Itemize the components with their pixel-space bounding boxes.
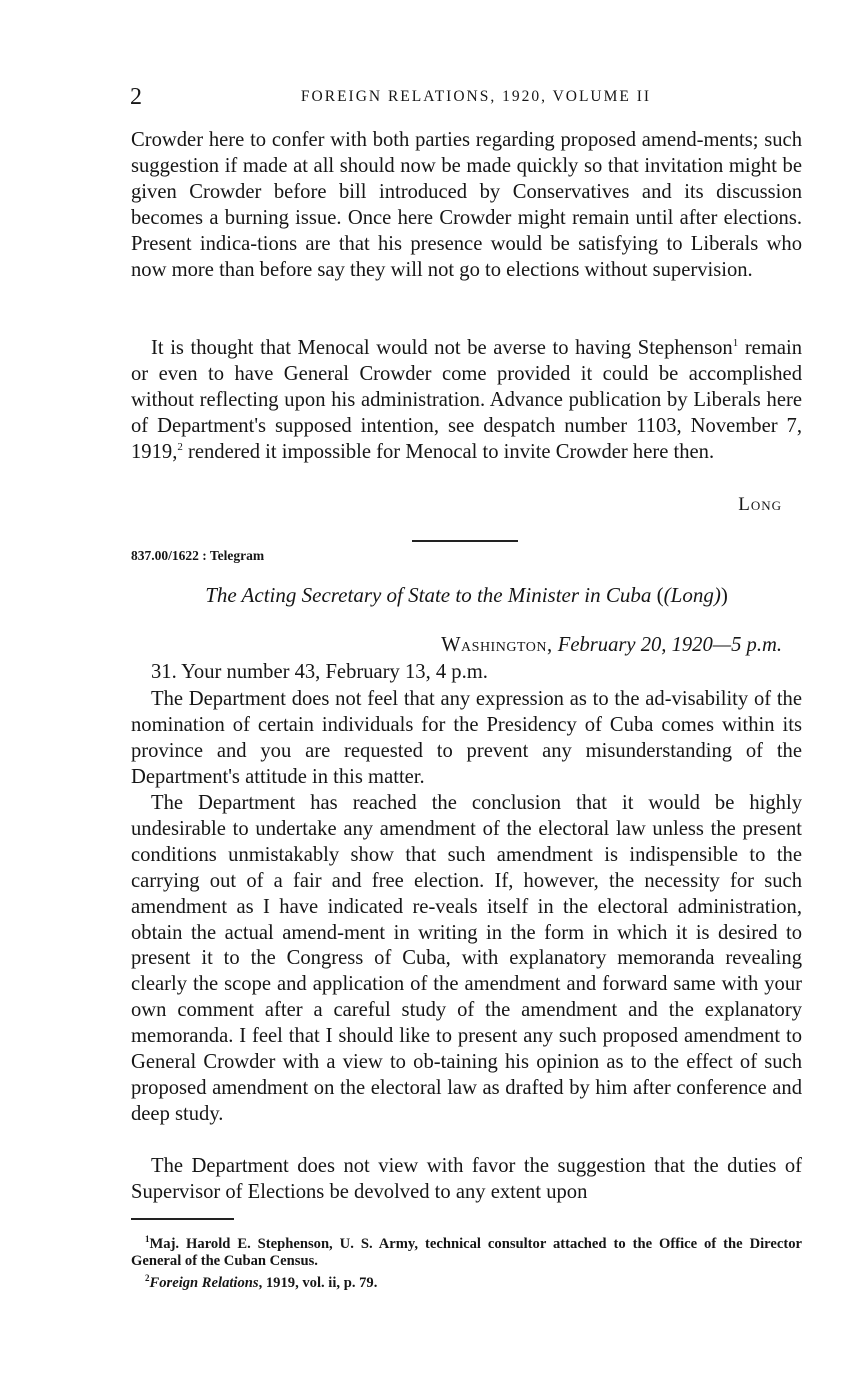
footnote-ref-1: 1 xyxy=(732,337,739,350)
footnote-2-text: , 1919, vol. ii, p. 79. xyxy=(258,1274,378,1291)
section-divider xyxy=(412,540,518,542)
para2-text-a: It is thought that Menocal would not be averse to having Stephenson xyxy=(151,337,733,359)
telegram1-paragraph-1: Crowder here to confer with both parties regarding proposed amend-ments; such suggestion if made at all should now be made quickly so that invitation might be given Crowder before bill introduced by Conservatives and its discussion becomes a burning issue. Once here Crowder might remain until after elections. Present indica-tions are that his presence would be satisfying to Liberals who now more than before say they will not go to elections without supervision. xyxy=(131,129,802,281)
telegram2-paragraph-2: The Department does not feel that any expression as to the ad-visability of the nomination of certain individuals for the Presidency of Cuba comes within its province and you are requested to prevent any misunderstanding of the Department's attitude in this matter. xyxy=(131,688,802,788)
dateline-date: February 20, 1920—5 p.m. xyxy=(557,634,782,656)
title-recipient: (Long) xyxy=(663,583,721,607)
footnote-2 xyxy=(131,1270,802,1292)
dateline xyxy=(441,634,782,657)
footnote-rule xyxy=(131,1218,234,1220)
footnote-1-text: Maj. Harold E. Stephenson, U. S. Army, technical consultor attached to the Office of the Director General of the Cuban Census. xyxy=(131,1235,802,1269)
page-number: 2 xyxy=(130,84,142,110)
footnote-2-mark: 2 xyxy=(145,1272,150,1283)
footnotes xyxy=(131,1231,802,1292)
telegram2-paragraph-4: The Department does not view with favor the suggestion that the duties of Supervisor of Elections be devolved to any extent upon xyxy=(131,1155,802,1203)
telegram1-paragraph-2 xyxy=(131,336,802,466)
running-head: FOREIGN RELATIONS, 1920, VOLUME II xyxy=(300,88,652,105)
dateline-place: Washington, xyxy=(441,634,553,656)
telegram2-paragraph-1: 31. Your number 43, February 13, 4 p.m. xyxy=(151,661,488,683)
file-reference: 837.00/1622 : Telegram xyxy=(131,548,265,563)
page-header xyxy=(130,84,802,110)
footnote-1 xyxy=(131,1231,802,1270)
title-main: The Acting Secretary of State to the Minister in Cuba xyxy=(205,583,652,607)
para2-text-b: remain or even to have General Crowder come provided it could be accomplished without reflecting upon his administration. Advance publication by Liberals here of Department's supposed intention, see despatch number 1103, November 7, 1919, xyxy=(131,337,803,463)
document-title: The Acting Secretary of State to the Minister in Cuba ((Long)) xyxy=(205,583,728,607)
footnote-2-title: Foreign Relations xyxy=(149,1274,259,1291)
footnote-1-mark: 1 xyxy=(145,1234,150,1244)
para2-text-c: rendered it impossible for Menocal to invite Crowder here then. xyxy=(182,440,715,463)
footnote-ref-2: 2 xyxy=(177,440,183,453)
signature: Long xyxy=(738,494,782,515)
telegram2-paragraph-3: The Department has reached the conclusion that it would be highly undesirable to undertake any amendment of the electoral law unless the present conditions unmistakably show that such amendment is indispensible to the carrying out of a fair and free election. If, however, the necessity for such amendment as I have indicated re-veals itself in the electoral administration, obtain the actual amend-ment in writing in the form in which it is desired to present it to the Congress of Cuba, with explanatory memoranda revealing clearly the scope and application of the amendment and forward same with your own comment after a careful study of the amendment and the explanatory memoranda. I feel that I should like to present any such proposed amendment to General Crowder with a view to ob-taining his opinion as to the effect of such proposed amendment on the electoral law as drafted by him after conference and deep study. xyxy=(131,792,802,1125)
